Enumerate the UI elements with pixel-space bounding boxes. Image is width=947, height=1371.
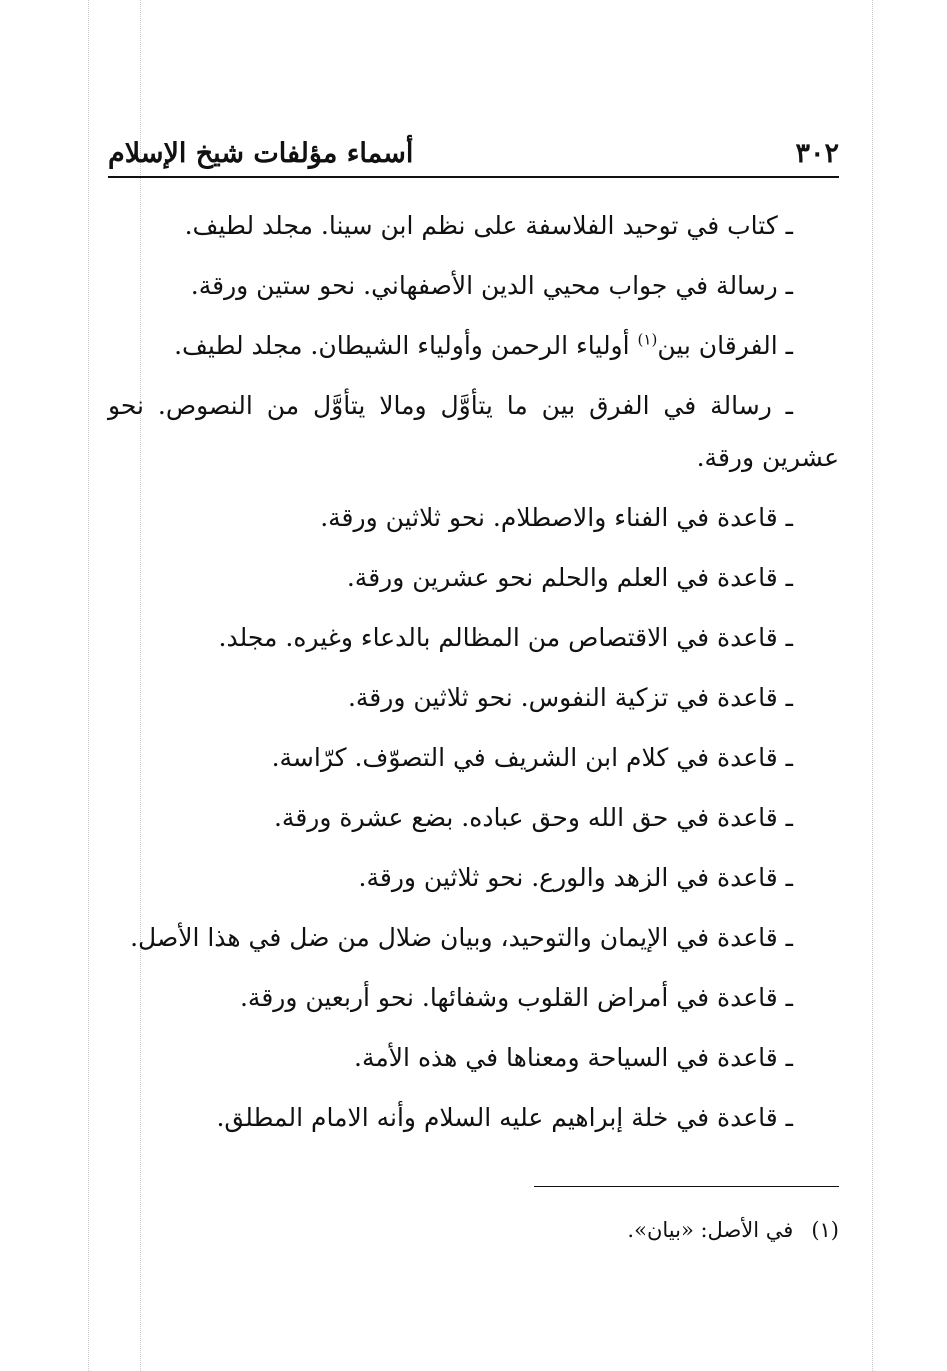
list-item: ـ قاعدة في الزهد والورع. نحو ثلاثين ورقة. (358, 863, 793, 892)
list-item-text: ـ رسالة في الفرق بين ما يتأوَّل ومالا يتأوَّل من النصوص. نحو عشرين ورقة. (108, 391, 839, 472)
running-title: أسماء مؤلفات شيخ الإسلام (108, 138, 414, 169)
list-item-text: ـ الفرقان بين (657, 331, 793, 360)
list-item: ـ قاعدة في العلم والحلم نحو عشرين ورقة. (346, 563, 793, 592)
list-item: ـ رسالة في جواب محيي الدين الأصفهاني. نحو ستين ورقة. (190, 271, 793, 300)
list-item: ـ قاعدة في حق الله وحق عباده. بضع عشرة ورقة. (273, 803, 793, 832)
book-list (108, 196, 839, 1148)
list-item (108, 316, 839, 376)
footnote-number: (١) (811, 1218, 839, 1242)
list-item: ـ قاعدة في الاقتصاص من المظالم بالدعاء وغيره. مجلد. (218, 623, 793, 652)
footnote (627, 1218, 839, 1242)
list-item: ـ قاعدة في السياحة ومعناها في هذه الأمة. (354, 1043, 793, 1072)
footnote-divider (534, 1186, 839, 1187)
list-item: ـ قاعدة في أمراض القلوب وشفائها. نحو أربعين ورقة. (239, 983, 793, 1012)
page-header (108, 136, 839, 178)
list-item: ـ قاعدة في الإيمان والتوحيد، وبيان ضلال من ضل في هذا الأصل. (130, 923, 793, 952)
page-number: ٣٠٢ (795, 138, 839, 169)
list-item (108, 376, 839, 488)
list-item: ـ قاعدة في تزكية النفوس. نحو ثلاثين ورقة. (347, 683, 793, 712)
list-item-text: أولياء الرحمن وأولياء الشيطان. مجلد لطيف. (174, 331, 638, 360)
scan-guide-line-right (872, 0, 873, 1371)
list-item: ـ قاعدة في كلام ابن الشريف في التصوّف. كرّاسة. (271, 743, 793, 772)
list-item: ـ قاعدة في خلة إبراهيم عليه السلام وأنه الامام المطلق. (216, 1103, 793, 1132)
footnote-text: في الأصل: «بيان». (627, 1218, 794, 1242)
list-item: ـ كتاب في توحيد الفلاسفة على نظم ابن سينا. مجلد لطيف. (184, 211, 793, 240)
scan-guide-line-left (88, 0, 89, 1371)
footnote-reference: (١) (637, 330, 658, 349)
list-item: ـ قاعدة في الفناء والاصطلام. نحو ثلاثين ورقة. (320, 503, 793, 532)
